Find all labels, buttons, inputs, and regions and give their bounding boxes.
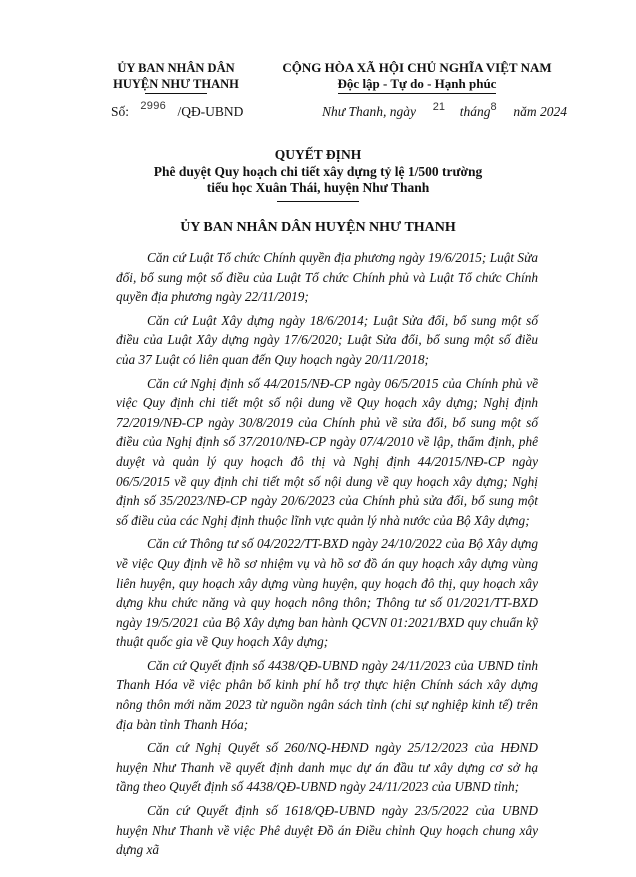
doc-number-handwritten: 2996	[140, 100, 167, 112]
paragraph: Căn cứ Quyết định số 1618/QĐ-UBND ngày 23/5/2022 của UBND huyện Như Thanh về việc Phê duyệt Đồ án Điều chỉnh Quy hoạch chung xây dựng xã	[116, 803, 538, 858]
issuing-authority: ỦY BAN NHÂN DÂN HUYỆN NHƯ THANH	[180, 220, 456, 235]
date-month-label: tháng	[459, 104, 491, 119]
agency-line-1: ỦY BAN NHÂN DÂN	[117, 61, 235, 75]
date-day: 21	[432, 101, 445, 113]
document-date	[322, 101, 568, 120]
paragraph: Căn cứ Luật Xây dựng ngày 18/6/2014; Luật Sửa đổi, bổ sung một số điều của Luật Xây dựng ngày 17/6/2020; Luật Sửa đổi, bổ sung một số điều của 37 Luật có liên quan đến Quy hoạch ngày 20/11/2018;	[116, 312, 538, 367]
national-name: CỘNG HÒA XÃ HỘI CHỦ NGHĨA VIỆT NAM	[282, 60, 552, 75]
document-number	[111, 100, 244, 120]
date-month: 8	[490, 101, 497, 113]
paragraph: Căn cứ Thông tư số 04/2022/TT-BXD ngày 24/10/2022 của Bộ Xây dựng về việc Quy định về hồ sơ nhiệm vụ và hồ sơ đồ án quy hoạch xây dựng vùng liên huyện, quy hoạch xây dựng vùng huyện, quy hoạch đô thị, quy hoạch xây dựng khu chức năng và quy hoạch nông thôn; Thông tư số 01/2021/TT-BXD ngày 19/5/2021 của Bộ Xây dựng ban hành QCVN 01:2021/BXD quy chuẩn kỹ thuật quốc gia về Quy hoạch Xây dựng;	[116, 536, 538, 650]
issuing-agency-block	[86, 60, 266, 94]
paragraph: Căn cứ Quyết định số 4438/QĐ-UBND ngày 24/11/2023 của UBND tỉnh Thanh Hóa về việc phân bổ kinh phí hỗ trợ thực hiện Chính sách xây dựng nông thôn mới năm 2023 từ nguồn ngân sách tỉnh (chi sự nghiệp kinh tế) trên địa bàn tỉnh Thanh Hóa;	[116, 657, 538, 732]
title-line-2: tiểu học Xuân Thái, huyện Như Thanh	[206, 180, 430, 195]
title-line-1: Phê duyệt Quy hoạch chi tiết xây dựng tỷ lệ 1/500 trường	[153, 163, 483, 179]
date-place-prefix: Như Thanh, ngày	[322, 104, 416, 119]
legal-basis-body	[116, 248, 538, 864]
agency-underline	[145, 93, 207, 94]
title-underline	[277, 201, 359, 202]
paragraph: Căn cứ Nghị định số 44/2015/NĐ-CP ngày 06/5/2015 của Chính phủ về việc Quy định chi tiết một số nội dung về Quy hoạch xây dựng; Nghị định 72/2019/NĐ-CP ngày 30/8/2019 của Chính phủ về sửa đổi, bổ sung một số điều của Nghị định số 37/2010/NĐ-CP ngày 07/4/2010 về lập, thẩm định, phê duyệt và quản lý quy hoạch đô thị và Nghị định 44/2015/NĐ-CP ngày 06/5/2015 về quy định chi tiết một số nội dung về quy hoạch xây dựng; Nghị định số 35/2023/NĐ-CP ngày 20/6/2023 của Chính phủ sửa đổi, bổ sung một số điều của các Nghị định thuộc lĩnh vực quản lý nhà nước của Bộ Xây dựng;	[116, 375, 538, 528]
national-title-block	[262, 60, 572, 94]
doc-number-prefix: Số:	[111, 104, 130, 119]
title-main: QUYẾT ĐỊNH	[274, 147, 362, 162]
doc-number-suffix: /QĐ-UBND	[177, 104, 244, 119]
paragraph: Căn cứ Luật Tổ chức Chính quyền địa phương ngày 19/6/2015; Luật Sửa đổi, bổ sung một số điều của Luật Tổ chức Chính phủ và Luật Tổ chức Chính quyền địa phương ngày 22/11/2019;	[116, 250, 538, 305]
paragraph: Căn cứ Nghị Quyết số 260/NQ-HĐND ngày 25/12/2023 của HĐND huyện Như Thanh về quyết định danh mục dự án đầu tư xây dựng cơ sở hạ tầng theo Quyết định số 4438/QĐ-UBND ngày 24/11/2023 của UBND tỉnh;	[116, 740, 538, 795]
date-year: năm 2024	[513, 104, 568, 119]
agency-line-2: HUYỆN NHƯ THANH	[113, 77, 239, 91]
national-motto: Độc lập - Tự do - Hạnh phúc	[338, 76, 497, 94]
decision-title	[0, 147, 636, 202]
